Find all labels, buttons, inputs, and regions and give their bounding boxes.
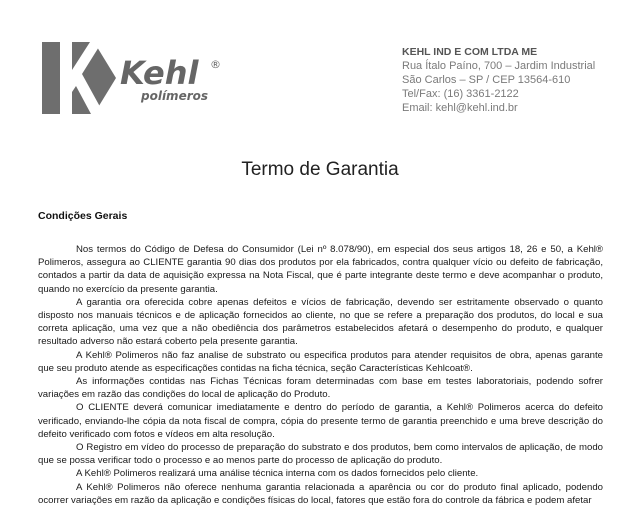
document-title: Termo de Garantia	[241, 159, 399, 180]
paragraph: As informações contidas nas Fichas Técnicas foram determinadas com base em testes laboratoriais, podendo sofrer variações em razão das condições do local de aplicação do Produto.	[38, 376, 603, 401]
company-city: São Carlos – SP / CEP 13564-610	[402, 74, 571, 86]
paragraph: O Registro em vídeo do processo de preparação do substrato e dos produtos, bem como intervalos de aplicação, de modo que se possa verificar todo o processo e ao menos parte do processo de aplicação do produto.	[38, 442, 603, 467]
company-email: Email: kehl@kehl.ind.br	[402, 102, 518, 114]
paragraph: A Kehl® Polimeros não oferece nenhuma garantia relacionada a aparência ou cor do produto final aplicado, podendo ocorrer variações em razão da aplicação e condições físicas do local, fatores que estão fora do controle da fábrica e podem afetar	[38, 481, 603, 506]
paragraph: O CLIENTE deverá comunicar imediatamente e dentro do período de garantia, a Kehl® Polimeros acerca do defeito verificado, enviando-lhe cópia da nota fiscal de compra, cópia do presente termo de garantia preenchido e uma breve descrição do defeito verificado com fotos e vídeos em alta resolução.	[38, 402, 603, 440]
document-body	[38, 243, 603, 507]
paragraph: A garantia ora oferecida cobre apenas defeitos e vícios de fabricação, devendo ser estritamente observado o quanto disposto nos manuais técnicos e de aplicação fornecidos ao cliente, no que se refere a preparação dos produtos, do local e sua correta aplicação, uma vez que a não obediência dos parâmetros estabelecidos afetará o desempenho do produto, e qualquer resultado adverso não estará coberto pela presente garantia.	[38, 296, 603, 348]
logo-registered: ®	[210, 58, 221, 71]
paragraph: A Kehl® Polimeros realizará uma análise técnica interna com os dados fornecidos pelo cliente.	[76, 468, 479, 480]
company-info	[402, 45, 634, 115]
company-name: KEHL IND E COM LTDA ME	[402, 46, 538, 58]
company-address: Rua Ítalo Paíno, 700 – Jardim Industrial	[402, 60, 596, 72]
logo-sub: polímeros	[141, 89, 209, 103]
section-heading: Condições Gerais	[38, 210, 128, 222]
kehl-logo	[38, 38, 238, 118]
paragraph: A Kehl® Polimeros não faz analise de substrato ou especifica produtos para atender requisitos de obra, apenas garante que seu produto atende as especificações contidas na ficha técnica, seção Características Kehlcoat®.	[38, 349, 603, 374]
paragraph: Nos termos do Código de Defesa do Consumidor (Lei nº 8.078/90), em especial dos seus artigos 18, 26 e 50, a Kehl® Polimeros, assegura ao CLIENTE garantia 90 dias dos produtos por ela fabricados, contra qualquer vício ou defeito de fabricação, contados a partir da data de aquisição expressa na Nota Fiscal, que é parte integrante deste termo e deve acompanhar o produto, quando no exercício da presente garantia.	[38, 244, 603, 295]
company-phone: Tel/Fax: (16) 3361-2122	[402, 88, 519, 100]
logo-brand: Kehl	[120, 54, 199, 92]
k-mark-icon	[42, 42, 116, 114]
